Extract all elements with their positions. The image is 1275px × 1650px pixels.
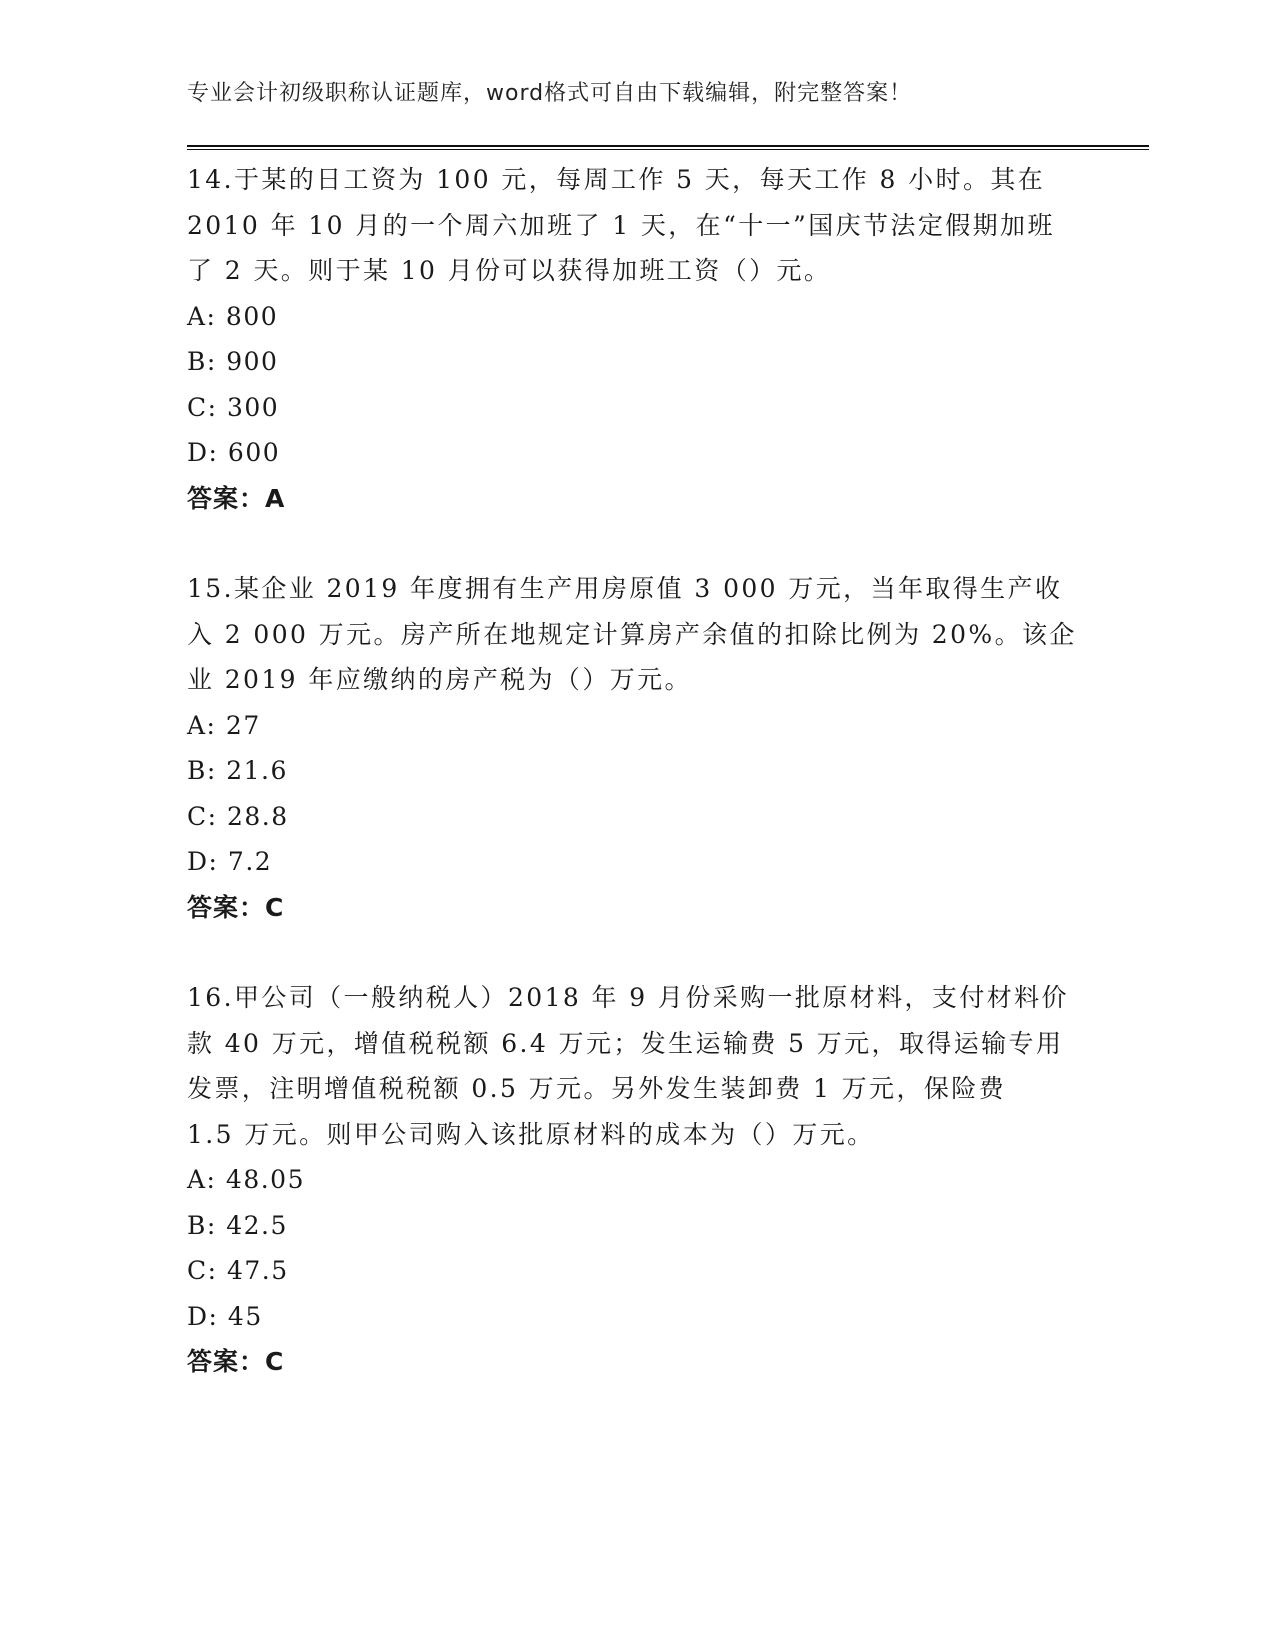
option-d: D: 7.2: [187, 847, 273, 876]
question-block: [187, 975, 1087, 1385]
option-d: D: 45: [187, 1301, 263, 1331]
question-stem-line: 14.于某的日工资为 100 元，每周工作 5 天，每天工作 8 小时。其在: [187, 165, 1046, 194]
question-stem-line: 16.甲公司（一般纳税人）2018 年 9 月份采购一批原材料，支付材料价: [187, 983, 1069, 1012]
question-stem-line: 了 2 天。则于某 10 月份可以获得加班工资（）元。: [187, 256, 832, 285]
option-c: C: 300: [187, 392, 280, 422]
question-block: [187, 157, 1087, 521]
answer-label: 答案：A: [187, 483, 286, 513]
option-c: C: 28.8: [187, 801, 289, 831]
question-stem-line: 入 2 000 万元。房产所在地规定计算房产余值的扣除比例为 20%。该企: [187, 619, 1077, 649]
option-c: C: 47.5: [187, 1256, 289, 1285]
option-a: A: 27: [187, 710, 261, 740]
option-b: B: 42.5: [187, 1210, 288, 1240]
question-stem-line: 发票，注明增值税税额 0.5 万元。另外发生装卸费 1 万元，保险费: [187, 1074, 1007, 1103]
option-a: A: 48.05: [187, 1165, 305, 1194]
question-stem-line: 2010 年 10 月的一个周六加班了 1 天，在“十一”国庆节法定假期加班: [187, 210, 1055, 240]
question-block: [187, 566, 1087, 930]
answer-label: 答案：C: [187, 1347, 285, 1376]
question-stem-line: 款 40 万元，增值税税额 6.4 万元；发生运输费 5 万元，取得运输专用: [187, 1028, 1064, 1058]
option-b: B: 21.6: [187, 756, 288, 785]
answer-label: 答案：C: [187, 892, 285, 922]
question-stem-line: 15.某企业 2019 年度拥有生产用房原值 3 000 万元，当年取得生产收: [187, 574, 1063, 603]
page-header: 专业会计初级职称认证题库，word格式可自由下载编辑，附完整答案！: [187, 81, 913, 106]
option-d: D: 600: [187, 438, 281, 467]
question-stem-line: 1.5 万元。则甲公司购入该批原材料的成本为（）万元。: [187, 1119, 875, 1149]
option-a: A: 800: [187, 301, 279, 331]
header-divider: [187, 145, 1149, 150]
question-stem-line: 业 2019 年应缴纳的房产税为（）万元。: [187, 665, 692, 694]
option-b: B: 900: [187, 347, 279, 376]
